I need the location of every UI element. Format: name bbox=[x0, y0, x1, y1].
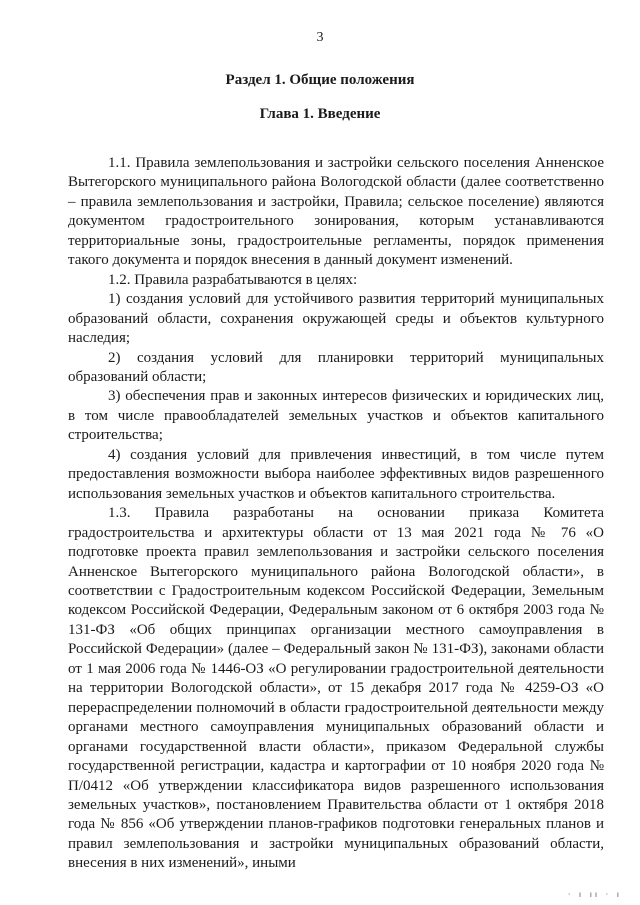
list-item-3: 3) обеспечения прав и законных интересов физических и юридических лиц, в том числе правообладателей земельных участков и объектов капитального строительства; bbox=[68, 388, 604, 444]
paragraph-1-2: 1.2. Правила разрабатываются в целях: bbox=[108, 271, 358, 288]
scan-footer-marks: · ı ıı · ı bbox=[567, 890, 622, 899]
paragraph-1-3: 1.3. Правила разработаны на основании приказа Комитета градостроительства и архитектуры области от 13 мая 2021 года № 76 «О подготовке проекта правил землепользования и застройки сельского поселения Анненское Вытегорского муниципального района Вологодской области», в соответствии с Градостроительным кодексом Российской Федерации, Земельным кодексом Российской Федерации, Федеральным законом от 6 октября 2003 года № 131-ФЗ «Об общих принципах организации местного самоуправления в Российской Федерации» (далее – Федеральный закон № 131-ФЗ), законами области от 1 мая 2006 года № 1446-ОЗ «О регулировании градостроительной деятельности на территории Вологодской области», от 15 декабря 2017 года № 4259-ОЗ «О перераспределении полномочий в области градостроительной деятельности между органами местного самоуправления муниципальных образований области и органами государственной власти области», приказом Федеральной службы государственной регистрации, кадастра и картографии от 10 ноября 2020 года № П/0412 «Об утверждении классификатора видов разрешенного использования земельных участков», постановлением Правительства области от 1 октября 2018 года № 856 «Об утверждении планов-графиков подготовки генеральных планов и правил землепользования и застройки муниципальных образований области, внесения в них изменений», иными bbox=[68, 505, 604, 872]
chapter-title: Глава 1. Введение bbox=[259, 106, 381, 122]
list-item-2: 2) создания условий для планировки территорий муниципальных образований области; bbox=[68, 349, 604, 385]
list-item-4: 4) создания условий для привлечения инвестиций, в том числе путем предоставления возможности выбора наиболее эффективных видов разрешенного использования земельных участков и объектов капитального строительства. bbox=[68, 446, 604, 502]
list-item-1: 1) создания условий для устойчивого развития территорий муниципальных образований области, сохранения окружающей среды и объектов культурного наследия; bbox=[68, 291, 604, 347]
paragraph-1-1: 1.1. Правила землепользования и застройки сельского поселения Анненское Вытегорского муниципального района Вологодской области (далее соответственно – правила землепользования и застройки, Правила; сельское поселение) являются документом градостроительного зонирования, которым устанавливаются территориальные зоны, градостроительные регламенты, порядок применения такого документа и порядок внесения в данный документ изменений. bbox=[68, 155, 604, 269]
document-body bbox=[68, 154, 604, 874]
page-number: 3 bbox=[316, 30, 324, 45]
section-title: Раздел 1. Общие положения bbox=[225, 72, 415, 88]
